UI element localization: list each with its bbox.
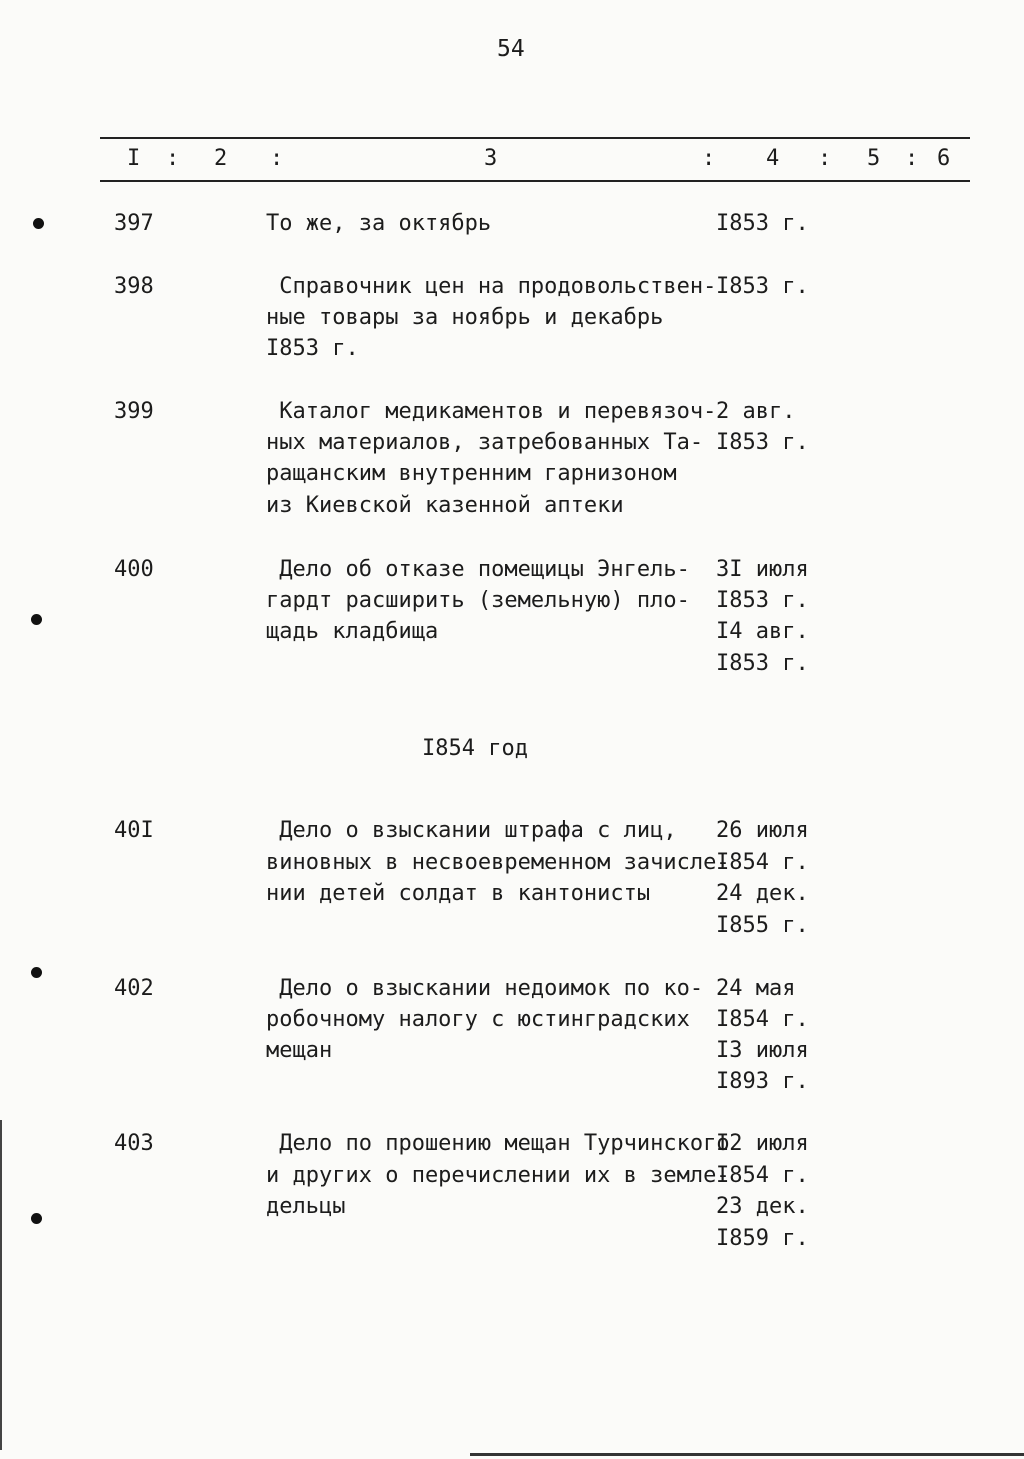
page-number: 54 [497, 36, 525, 62]
entry-description-line: Дело о взыскании штрафа с лиц, [266, 818, 677, 843]
binder-hole [31, 967, 42, 978]
entry-date-line: I893 г. [716, 1069, 809, 1094]
header-col-6: 6 [937, 146, 951, 171]
header-separator: : [166, 146, 180, 171]
entry-date-line: 3I июля [716, 557, 809, 582]
entry-date-line: I853 г. [716, 430, 809, 455]
entry-date-line: I859 г. [716, 1226, 809, 1251]
entry-number: 398 [114, 274, 154, 299]
entry-date-line: I854 г. [716, 1007, 809, 1032]
header-col-2: 2 [214, 146, 228, 171]
entry-description-line: Дело о взыскании недоимок по ко- [266, 976, 704, 1001]
entry-date-line: I853 г. [716, 274, 809, 299]
header-top-rule [100, 137, 970, 139]
entry-description-line: Справочник цен на продовольствен- [266, 274, 717, 299]
entry-description-line: мещан [266, 1038, 333, 1063]
header-separator: : [818, 146, 832, 171]
entry-description-line: ращанским внутренним гарнизоном [266, 461, 677, 486]
entry-number: 397 [114, 211, 154, 236]
entry-date-line: I854 г. [716, 1163, 809, 1188]
entry-description-line: из Киевской казенной аптеки [266, 493, 624, 518]
entry-date-line: I2 июля [716, 1131, 809, 1156]
entry-number: 403 [114, 1131, 154, 1156]
entry-description-line: Каталог медикаментов и перевязоч- [266, 399, 717, 424]
header-bottom-rule [100, 180, 970, 182]
entry-date-line: I854 г. [716, 850, 809, 875]
entry-date-line: I853 г. [716, 211, 809, 236]
entry-description-line: гардт расширить (земельную) пло- [266, 588, 690, 613]
entry-number: 399 [114, 399, 154, 424]
entry-description-line: I853 г. [266, 336, 359, 361]
entry-description-line: щадь кладбища [266, 619, 439, 644]
entry-description-line: Дело об отказе помещицы Энгель- [266, 557, 690, 582]
entry-date-line: 2 авг. [716, 399, 796, 424]
entry-description-line: То же, за октябрь [266, 211, 492, 236]
entry-number: 40I [114, 818, 154, 843]
binder-hole [31, 614, 42, 625]
entry-description-line: ных материалов, затребованных Та- [266, 430, 704, 455]
header-col-3: 3 [484, 146, 498, 171]
entry-date-line: 24 дек. [716, 881, 809, 906]
entry-date-line: I853 г. [716, 651, 809, 676]
binder-hole [33, 218, 44, 229]
header-separator: : [905, 146, 919, 171]
year-heading: I854 год [422, 736, 528, 761]
page-edge [0, 1120, 2, 1450]
header-separator: : [702, 146, 716, 171]
entry-date-line: 23 дек. [716, 1194, 809, 1219]
entry-date-line: 24 мая [716, 976, 796, 1001]
header-col-5: 5 [867, 146, 881, 171]
entry-date-line: I855 г. [716, 913, 809, 938]
header-col-4: 4 [766, 146, 780, 171]
entry-number: 400 [114, 557, 154, 582]
entry-description-line: и других о перечислении их в земле- [266, 1163, 730, 1188]
entry-date-line: I4 авг. [716, 619, 809, 644]
entry-date-line: I853 г. [716, 588, 809, 613]
entry-description-line: робочному налогу с юстинградских [266, 1007, 690, 1032]
entry-description-line: ные товары за ноябрь и декабрь [266, 305, 664, 330]
entry-number: 402 [114, 976, 154, 1001]
entry-description-line: дельцы [266, 1194, 346, 1219]
bottom-edge-line [470, 1453, 1024, 1456]
entry-description-line: виновных в несвоевременном зачисле- [266, 850, 730, 875]
entry-date-line: 26 июля [716, 818, 809, 843]
binder-hole [31, 1213, 42, 1224]
header-separator: : [270, 146, 284, 171]
entry-description-line: нии детей солдат в кантонисты [266, 881, 651, 906]
entry-description-line: Дело по прошению мещан Турчинского [266, 1131, 730, 1156]
entry-date-line: I3 июля [716, 1038, 809, 1063]
header-col-1: I [127, 146, 141, 171]
